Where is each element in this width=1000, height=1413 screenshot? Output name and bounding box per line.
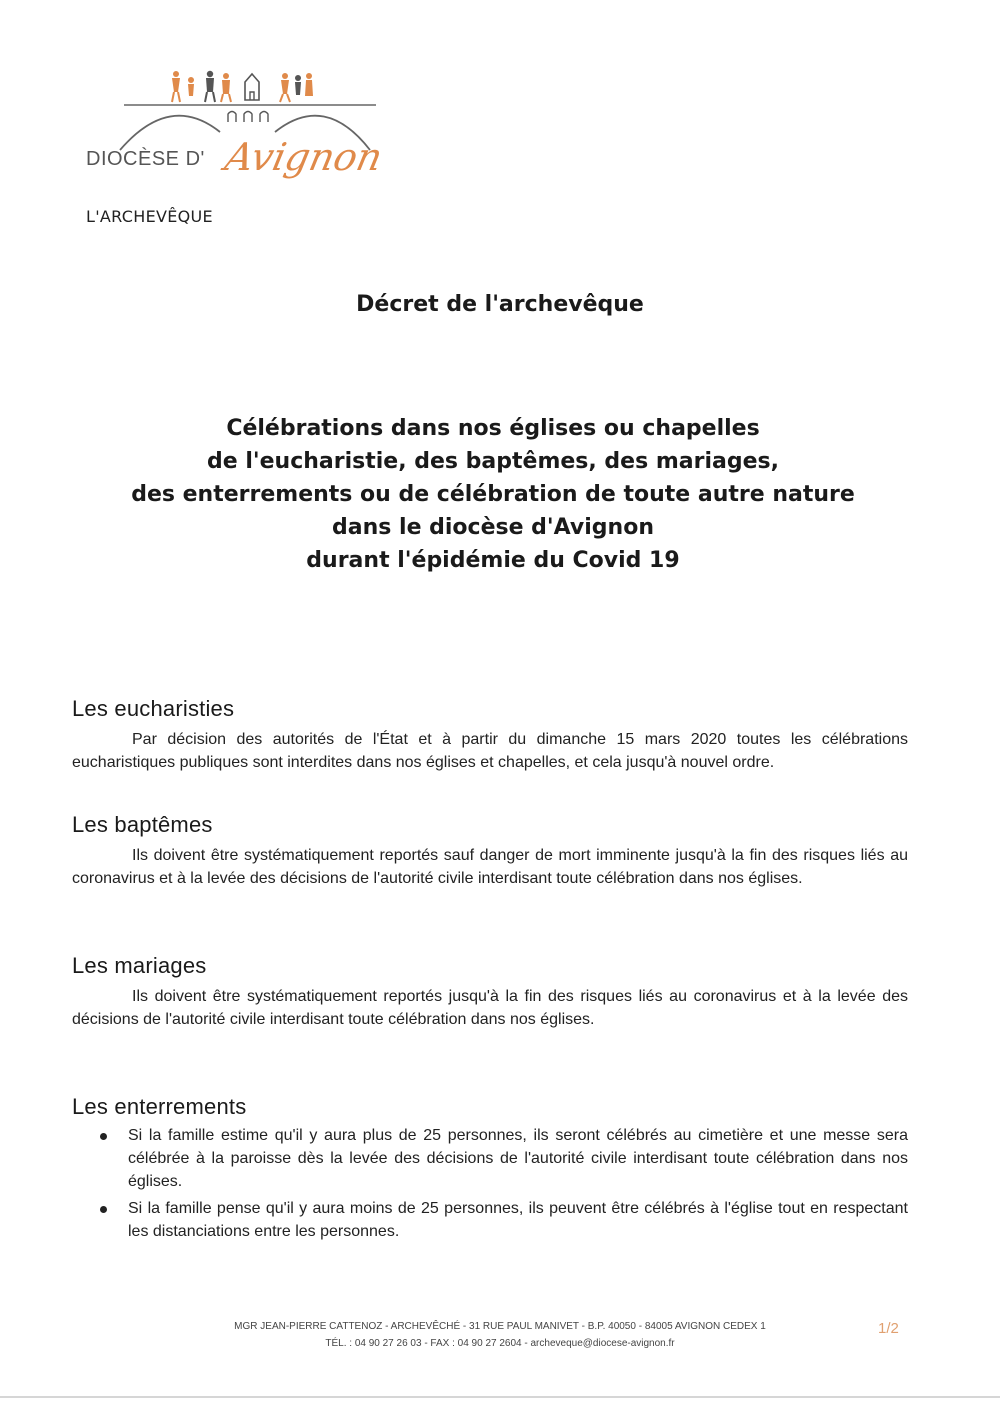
- bridge-windows-icon: [228, 112, 268, 123]
- section-mariages: [72, 953, 908, 1031]
- logo-city-text: Avignon: [221, 135, 387, 179]
- section-eucharisties: [72, 696, 908, 774]
- list-item-text: Si la famille estime qu'il y aura plus de 25 personnes, ils seront célébrés au cimetière et une messe sera célébrée à la paroisse dès la levée des décisions de l'autorité civile interdisant toute célébration dans nos églises.: [128, 1127, 908, 1190]
- subject-line: durant l'épidémie du Covid 19: [306, 548, 680, 573]
- document-subject: [80, 412, 906, 577]
- bullet-icon: [100, 1206, 107, 1213]
- document-title: Décret de l'archevêque: [356, 292, 644, 317]
- list-item: [128, 1124, 908, 1193]
- section-baptemes: [72, 812, 908, 890]
- list-item-text: Si la famille pense qu'il y aura moins de 25 personnes, ils peuvent être célébrés à l'église tout en respectant les distanciations entre les personnes.: [128, 1200, 908, 1240]
- logo-diocese-text: DIOCÈSE D': [86, 148, 205, 170]
- section-enterrements: [72, 1094, 908, 1247]
- subject-line: dans le diocèse d'Avignon: [332, 515, 654, 540]
- page-edge: [0, 1396, 1000, 1398]
- subject-line: de l'eucharistie, des baptêmes, des mariages,: [207, 449, 779, 474]
- subject-line: Célébrations dans nos églises ou chapelles: [226, 416, 760, 441]
- bullet-icon: [100, 1133, 107, 1140]
- section-text: Ils doivent être systématiquement reportés sauf danger de mort imminente jusqu'à la fin des risques liés au coronavirus et à la levée des décisions de l'autorité civile interdisant toute célébration dans nos églises.: [72, 847, 908, 887]
- section-heading: Les eucharisties: [72, 696, 235, 721]
- subject-line: des enterrements ou de célébration de toute autre nature: [131, 482, 855, 507]
- section-text: Par décision des autorités de l'État et à partir du dimanche 15 mars 2020 toutes les célébrations eucharistiques publiques sont interdites dans nos églises et chapelles, et cela jusqu'à nouvel ordre.: [72, 731, 908, 771]
- footer-contact: TÉL. : 04 90 27 26 03 - FAX : 04 90 27 2604 - archeveque@diocese-avignon.fr: [325, 1338, 675, 1349]
- page-number: 1/2: [878, 1320, 899, 1337]
- figures-icon: [172, 71, 313, 102]
- footer: [0, 1318, 1000, 1352]
- section-heading: Les mariages: [72, 953, 207, 978]
- sender-label: L'ARCHEVÊQUE: [86, 207, 213, 226]
- section-heading: Les enterrements: [72, 1094, 247, 1119]
- section-text: Ils doivent être systématiquement reportés jusqu'à la fin des risques liés au coronavirus et à la levée des décisions de l'autorité civile interdisant toute célébration dans nos églises.: [72, 988, 908, 1028]
- enterrements-list: [72, 1124, 908, 1243]
- arch-left-icon: [120, 116, 220, 150]
- section-heading: Les baptêmes: [72, 812, 213, 837]
- footer-address: MGR JEAN-PIERRE CATTENOZ - ARCHEVÊCHÉ - 31 RUE PAUL MANIVET - B.P. 40050 - 84005 AVIGNON CEDEX 1: [234, 1321, 766, 1332]
- list-item: [128, 1197, 908, 1243]
